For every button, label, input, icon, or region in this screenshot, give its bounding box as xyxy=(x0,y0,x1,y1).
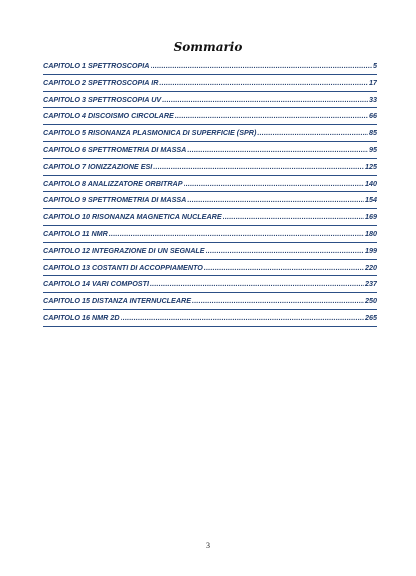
toc-entry-page[interactable]: 17 xyxy=(369,77,377,87)
toc-entry-label[interactable]: CAPITOLO 1 SPETTROSCOPIA xyxy=(43,61,150,70)
toc-entry-label[interactable]: CAPITOLO 3 SPETTROSCOPIA UV xyxy=(43,94,162,104)
toc-entry-label[interactable]: CAPITOLO 15 DISTANZA INTERNUCLEARE xyxy=(43,296,192,306)
table-of-contents xyxy=(43,58,377,327)
dot-leader xyxy=(121,310,364,326)
dot-leader xyxy=(187,192,364,208)
toc-entry-label[interactable]: CAPITOLO 14 VARI COMPOSTI xyxy=(43,279,149,289)
toc-entry[interactable] xyxy=(43,108,377,125)
toc-title: Sommario xyxy=(173,40,243,54)
toc-entry[interactable] xyxy=(43,92,377,109)
toc-entry-label[interactable]: CAPITOLO 11 NMR xyxy=(43,228,108,238)
toc-entry[interactable] xyxy=(43,209,377,226)
toc-entry-page[interactable]: 33 xyxy=(369,94,377,104)
toc-entry[interactable] xyxy=(43,276,377,293)
dot-leader xyxy=(150,276,364,292)
toc-entry[interactable] xyxy=(43,260,377,277)
toc-entry[interactable] xyxy=(43,293,377,310)
dot-leader xyxy=(151,58,373,74)
dot-leader xyxy=(206,243,364,259)
toc-entry-page[interactable]: 237 xyxy=(365,279,377,289)
dot-leader xyxy=(153,159,364,175)
toc-entry-label[interactable]: CAPITOLO 7 IONIZZAZIONE ESI xyxy=(43,161,153,171)
dot-leader xyxy=(192,293,364,309)
toc-entry-page[interactable]: 125 xyxy=(365,161,377,171)
toc-entry-label[interactable]: CAPITOLO 4 DISCOISMO CIRCOLARE xyxy=(43,111,174,121)
dot-leader xyxy=(109,226,364,242)
toc-entry-label[interactable]: CAPITOLO 8 ANALIZZATORE ORBITRAP xyxy=(43,178,183,188)
toc-entry-label[interactable]: CAPITOLO 6 SPETTROMETRIA DI MASSA xyxy=(43,144,187,154)
dot-leader xyxy=(162,92,368,108)
toc-entry-page[interactable]: 154 xyxy=(365,195,377,205)
toc-entry-label[interactable]: CAPITOLO 16 NMR 2D xyxy=(43,312,120,322)
toc-entry-label[interactable]: CAPITOLO 2 SPETTROSCOPIA IR xyxy=(43,77,159,87)
toc-entry-label[interactable]: CAPITOLO 5 RISONANZA PLASMONICA DI SUPERFICIE (SPR) xyxy=(43,128,257,138)
toc-entry[interactable] xyxy=(43,58,377,75)
toc-entry[interactable] xyxy=(43,176,377,193)
toc-entry[interactable] xyxy=(43,142,377,159)
toc-entry-page[interactable]: 180 xyxy=(365,228,377,238)
toc-entry-page[interactable]: 5 xyxy=(373,61,377,70)
toc-entry[interactable] xyxy=(43,75,377,92)
toc-entry[interactable] xyxy=(43,125,377,142)
dot-leader xyxy=(159,75,368,91)
dot-leader xyxy=(223,209,364,225)
page-number: 3 xyxy=(206,541,210,550)
toc-entry[interactable] xyxy=(43,159,377,176)
toc-entry-page[interactable]: 199 xyxy=(365,245,377,255)
toc-entry[interactable] xyxy=(43,243,377,260)
toc-entry-page[interactable]: 66 xyxy=(369,111,377,121)
toc-entry-page[interactable]: 169 xyxy=(365,212,377,222)
dot-leader xyxy=(187,142,368,158)
toc-entry-page[interactable]: 220 xyxy=(365,262,377,272)
dot-leader xyxy=(257,125,368,141)
toc-entry-label[interactable]: CAPITOLO 9 SPETTROMETRIA DI MASSA xyxy=(43,195,187,205)
toc-entry-page[interactable]: 95 xyxy=(369,144,377,154)
toc-entry[interactable] xyxy=(43,192,377,209)
toc-entry[interactable] xyxy=(43,310,377,327)
toc-entry-page[interactable]: 250 xyxy=(365,296,377,306)
toc-entry-label[interactable]: CAPITOLO 12 INTEGRAZIONE DI UN SEGNALE xyxy=(43,245,205,255)
toc-entry[interactable] xyxy=(43,226,377,243)
toc-entry-label[interactable]: CAPITOLO 13 COSTANTI DI ACCOPPIAMENTO xyxy=(43,262,203,272)
toc-entry-label[interactable]: CAPITOLO 10 RISONANZA MAGNETICA NUCLEARE xyxy=(43,212,222,222)
dot-leader xyxy=(204,260,364,276)
dot-leader xyxy=(184,176,365,192)
toc-entry-page[interactable]: 140 xyxy=(365,178,377,188)
toc-entry-page[interactable]: 85 xyxy=(369,128,377,138)
toc-entry-page[interactable]: 265 xyxy=(365,312,377,322)
dot-leader xyxy=(175,108,368,124)
